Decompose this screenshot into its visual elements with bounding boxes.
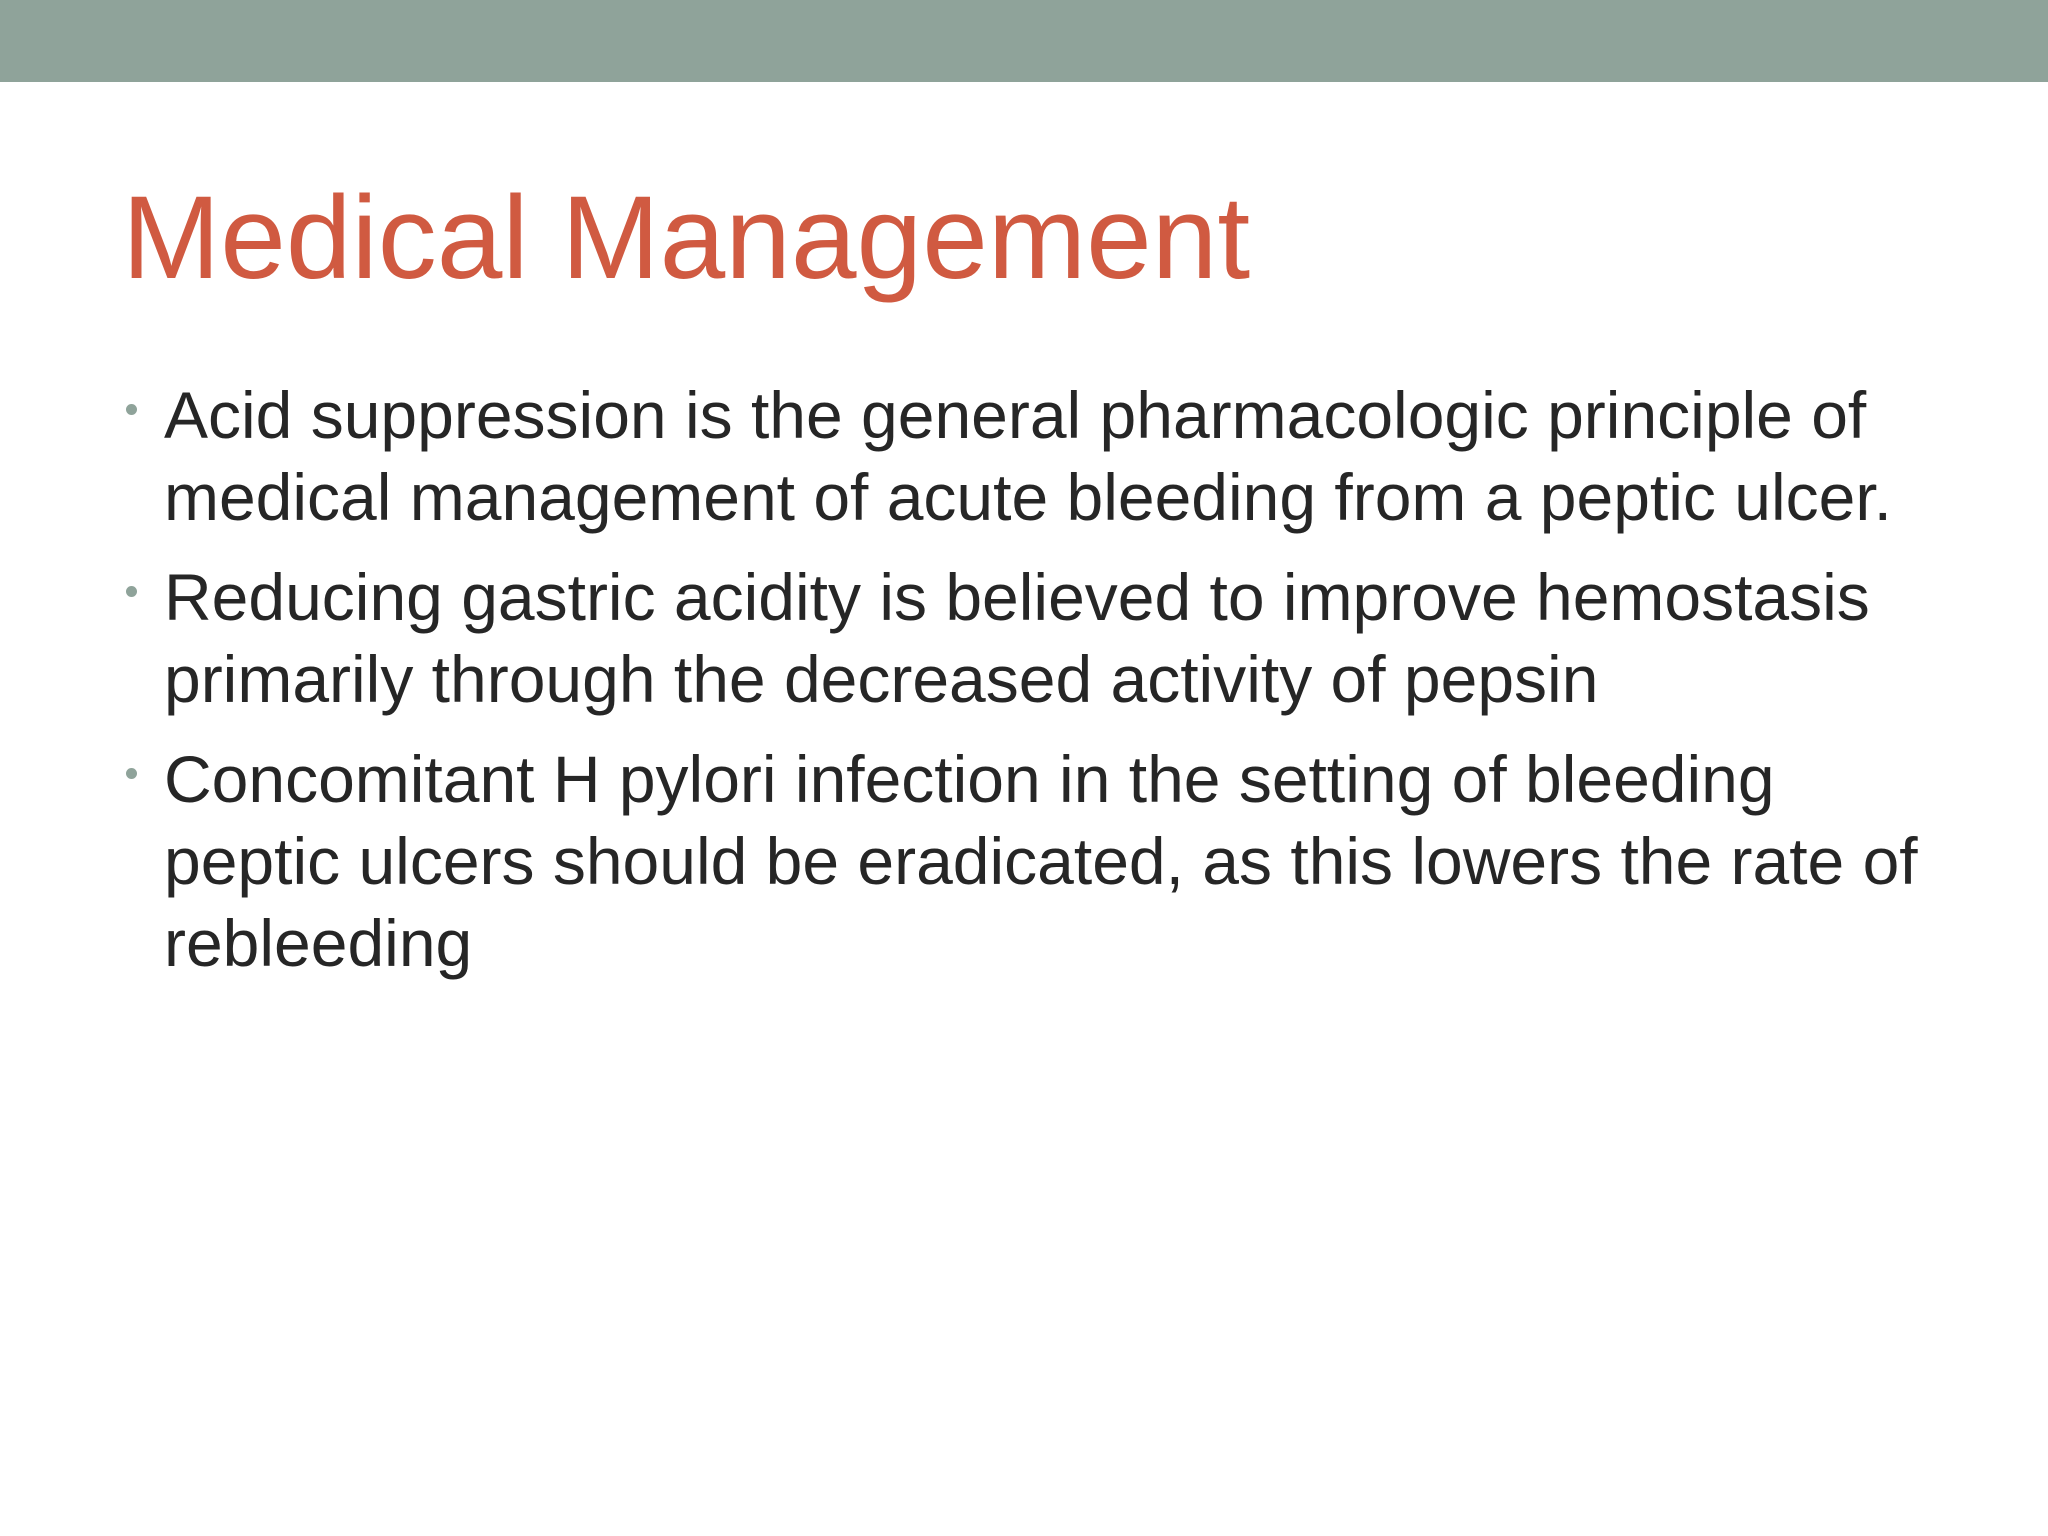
bullet-dot-icon — [126, 768, 137, 779]
bullet-dot-icon — [126, 404, 137, 415]
header-band — [0, 0, 2048, 82]
bullet-text: Acid suppression is the general pharmacologic principle of medical management of acute bleeding from a peptic ulcer. — [164, 378, 1892, 534]
bullet-item — [124, 374, 1944, 538]
bullet-text: Concomitant H pylori infection in the setting of bleeding peptic ulcers should be eradicated, as this lowers the rate of rebleeding — [164, 742, 1918, 980]
bullet-text: Reducing gastric acidity is believed to improve hemostasis primarily through the decreased activity of pepsin — [164, 560, 1870, 716]
bullet-dot-icon — [126, 586, 137, 597]
bullet-list — [124, 374, 1944, 1002]
bullet-item — [124, 738, 1944, 984]
bullet-item — [124, 556, 1944, 720]
slide-title: Medical Management — [122, 172, 1251, 304]
